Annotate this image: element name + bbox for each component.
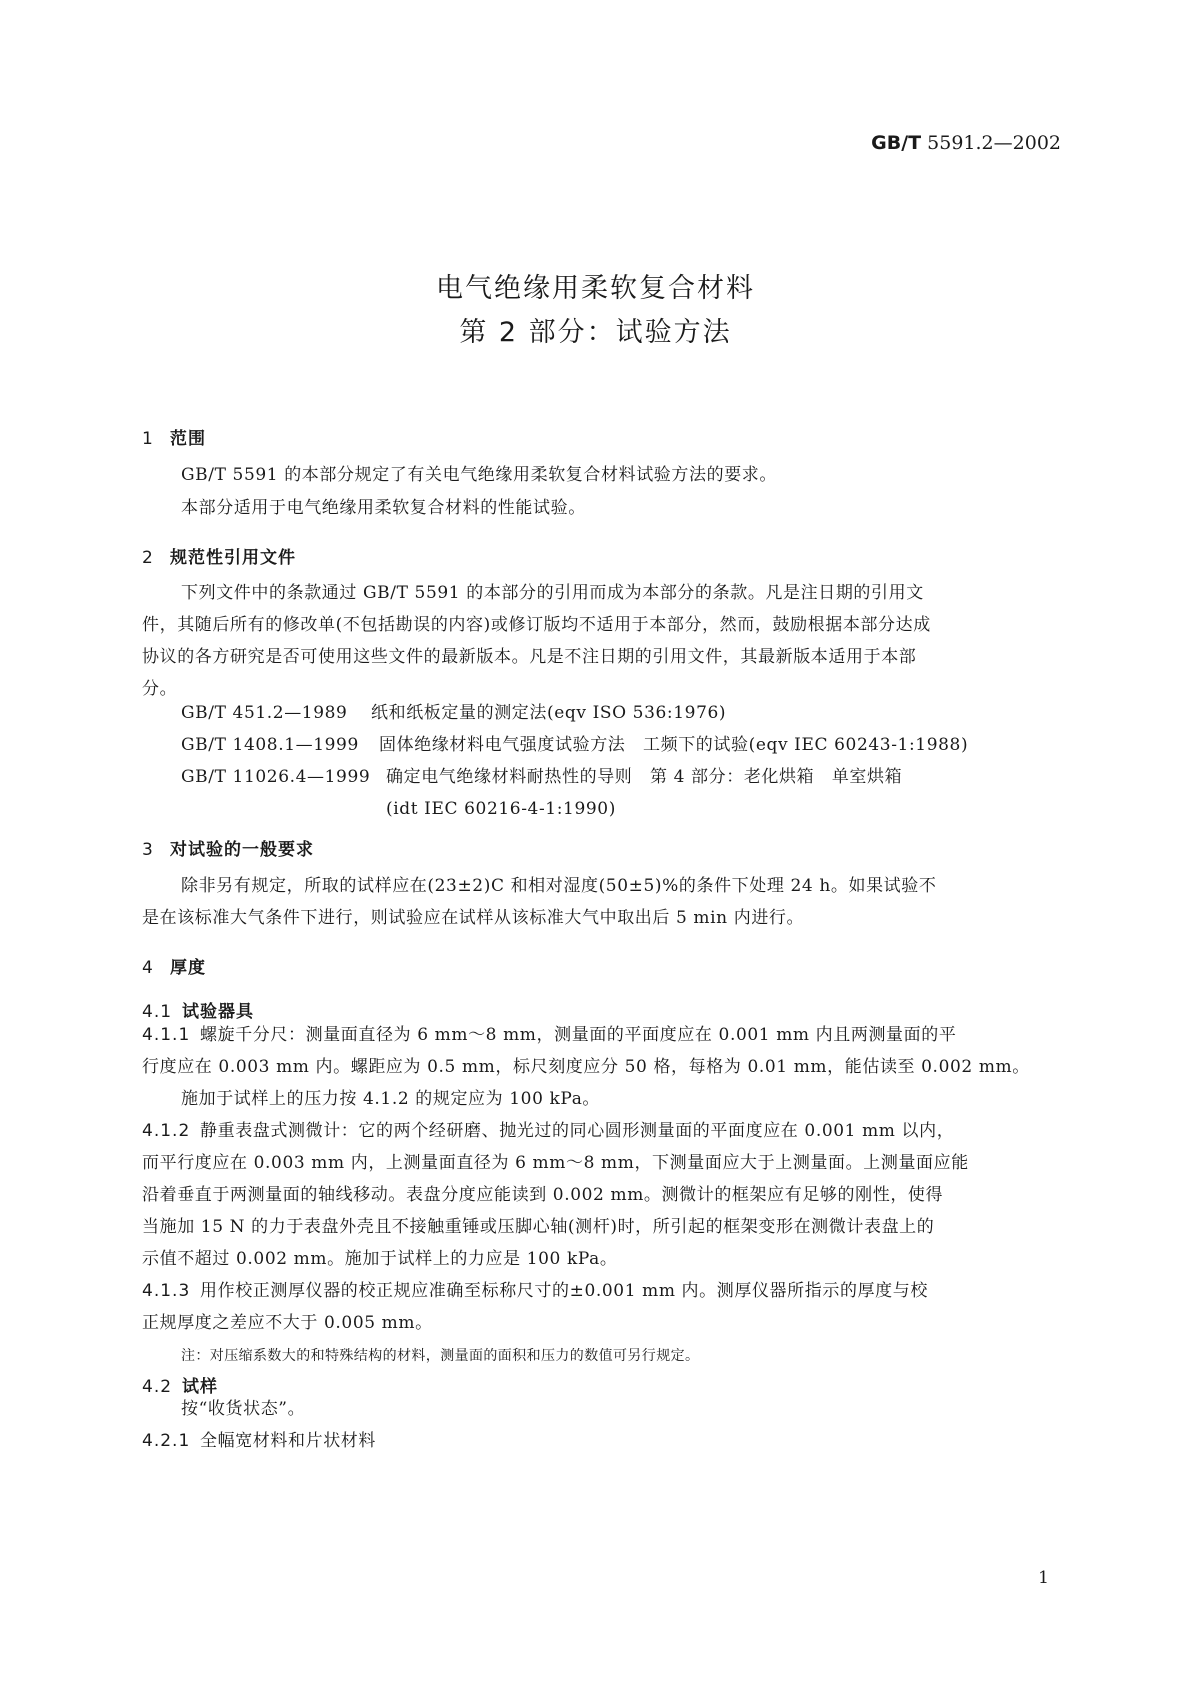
page-number: 1: [1038, 1568, 1049, 1588]
clause-4-1-3-line-2: 正规厚度之差应不大于 0.005 mm。: [142, 1313, 433, 1333]
section-2-line-1: 下列文件中的条款通过 GB/T 5591 的本部分的引用而成为本部分的条款。凡是注日期的引用文: [181, 583, 924, 603]
clause-4-1-2-line-5: 示值不超过 0.002 mm。施加于试样上的力应是 100 kPa。: [142, 1249, 618, 1269]
clause-4-1-2-line-1: 4.1.2 静重表盘式测微计：它的两个经研磨、抛光过的同心圆形测量面的平面度应在 0.001 mm 以内，: [142, 1121, 955, 1141]
reference-item: [181, 728, 968, 762]
clause-4-2-1-heading: 4.2.1 全幅宽材料和片状材料: [142, 1431, 376, 1451]
subsection-4-2-text: 按“收货状态”。: [181, 1399, 306, 1419]
clause-4-1-2-line-2: 而平行度应在 0.003 mm 内，上测量面直径为 6 mm～8 mm，下测量面应大于上测量面。上测量面应能: [142, 1153, 969, 1173]
clause-4-1-2-line-3: 沿着垂直于两测量面的轴线移动。表盘分度应能读到 0.002 mm。测微计的框架应有足够的刚性，使得: [142, 1185, 944, 1205]
section-3-line-2: 是在该标准大气条件下进行，则试验应在试样从该标准大气中取出后 5 min 内进行。: [142, 908, 805, 928]
reference-title: 固体绝缘材料电气强度试验方法 工频下的试验(eqv IEC 60243-1:1988): [379, 735, 969, 755]
standard-number: 5591.2—2002: [927, 132, 1061, 154]
clause-4-1-3-line-1: 4.1.3 用作校正测厚仪器的校正规应准确至标称尺寸的±0.001 mm 内。测厚仪器所指示的厚度与校: [142, 1281, 928, 1301]
clause-4-1-1-line-3: 施加于试样上的压力按 4.1.2 的规定应为 100 kPa。: [181, 1089, 601, 1109]
reference-code: GB/T 451.2—1989: [181, 703, 348, 723]
section-3-line-1: 除非另有规定，所取的试样应在(23±2)C 和相对湿度(50±5)%的条件下处理 24 h。如果试验不: [181, 876, 937, 896]
clause-4-1-1-line-1: 4.1.1 螺旋千分尺：测量面直径为 6 mm～8 mm，测量面的平面度应在 0.001 mm 内且两测量面的平: [142, 1025, 957, 1045]
reference-continuation: (idt IEC 60216-4-1:1990): [386, 799, 616, 819]
clause-4-1-1-line-2: 行度应在 0.003 mm 内。螺距应为 0.5 mm，标尺刻度应分 50 格，每格为 0.01 mm，能估读至 0.002 mm。: [142, 1057, 1030, 1077]
section-1-paragraph-2: 本部分适用于电气绝缘用柔软复合材料的性能试验。: [181, 498, 586, 518]
document-title: 电气绝缘用柔软复合材料: [436, 273, 755, 304]
section-2-heading: 2 规范性引用文件: [142, 548, 296, 568]
section-2-line-3: 协议的各方研究是否可使用这些文件的最新版本。凡是不注日期的引用文件，其最新版本适用于本部: [142, 647, 917, 667]
section-3-heading: 3 对试验的一般要求: [142, 840, 314, 860]
section-1-heading: 1 范围: [142, 429, 206, 449]
reference-code: GB/T 11026.4—1999: [181, 767, 371, 787]
subsection-4-1-heading: 4.1 试验器具: [142, 1002, 254, 1022]
reference-item: [181, 696, 726, 730]
section-1-paragraph-1: GB/T 5591 的本部分规定了有关电气绝缘用柔软复合材料试验方法的要求。: [181, 465, 778, 485]
section-2-line-2: 件，其随后所有的修改单(不包括勘误的内容)或修订版均不适用于本部分，然而，鼓励根据本部分达成: [142, 615, 931, 635]
standard-code: [871, 132, 1061, 154]
clause-4-1-2-line-4: 当施加 15 N 的力于表盘外壳且不接触重锤或压脚心轴(测杆)时，所引起的框架变形在测微计表盘上的: [142, 1217, 935, 1237]
section-4-heading: 4 厚度: [142, 958, 206, 978]
reference-code: GB/T 1408.1—1999: [181, 735, 359, 755]
reference-item: [181, 760, 902, 794]
section-2-line-4: 分。: [142, 679, 178, 699]
standard-prefix: GB/T: [871, 132, 922, 154]
note: 注：对压缩系数大的和特殊结构的材料，测量面的面积和压力的数值可另行规定。: [181, 1348, 700, 1364]
subsection-4-2-heading: 4.2 试样: [142, 1377, 218, 1397]
reference-title: 纸和纸板定量的测定法(eqv ISO 536:1976): [371, 703, 727, 723]
reference-title: 确定电气绝缘材料耐热性的导则 第 4 部分：老化烘箱 单室烘箱: [386, 767, 903, 787]
document-subtitle: 第 2 部分：试验方法: [459, 317, 732, 348]
